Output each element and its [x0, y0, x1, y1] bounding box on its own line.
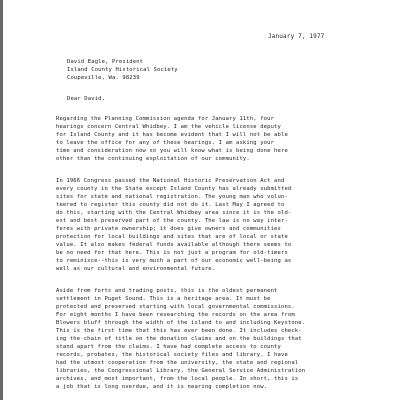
paragraph-3-line: records, probates, the historical society files and library. I have	[56, 352, 288, 358]
paragraph-2-line: to reminisce--this is very much a part of our economic well-being as	[56, 258, 292, 264]
paragraph-2-line: teered to register this county did not do it. Last May I agreed to	[56, 202, 285, 208]
paragraph-3-line: stand apart from the claims. I have had complete access to county	[56, 344, 281, 350]
paragraph-3-line: protected and preserved starting with local governmental commissions.	[56, 304, 295, 310]
paragraph-2-line: do this, starting with the Central Whidbey area since it is the old-	[56, 210, 292, 216]
paragraph-3-line: Blowers bluff through the width of the island to and including Keystone.	[56, 320, 306, 326]
paragraph-1-line: hearings concern Central Whidbey. I am the vehicle license deputy	[56, 124, 281, 130]
page-edge-shadow	[0, 0, 3, 400]
paragraph-2-line: protection for local buildings and sites that are of local or state	[56, 234, 288, 240]
paragraph-3-line: settlement in Puget Sound. This is a heritage area. It must be	[56, 296, 271, 302]
letter-date: January 7, 1977	[268, 33, 325, 40]
paragraph-2-line: every county in the State except Island County has already submitted	[56, 186, 292, 192]
paragraph-2-line: value. It also makes federal funds available although there seems to	[56, 242, 292, 248]
paragraph-3-line: had the utmost cooperation from the university, the state and regional	[56, 360, 299, 366]
paragraph-2-line: sites for state and national registration. The young man who volun-	[56, 194, 288, 200]
paragraph-2-line: be no need for that here. This is not just a program for old-timers	[56, 250, 288, 256]
paragraph-2-line: feres with private ownership; it does give owners and communities	[56, 226, 281, 232]
paragraph-1-line: for Island County and it has become evident that I will not be able	[56, 132, 288, 138]
paragraph-3-line: This is the first time that this has ever been done. It includes check-	[56, 328, 302, 334]
paragraph-2-line: well as our cultural and environmental future.	[56, 266, 216, 272]
paragraph-1-line: other than the continuing exploitation of our community.	[56, 156, 250, 162]
recipient-organization: Island County Historical Society	[67, 67, 178, 73]
paragraph-1-line: time and consideration now so you will know what is being done here	[56, 148, 288, 154]
paragraph-3-line: archives, and most important, from the local people. In short, this is	[56, 376, 299, 382]
paragraph-3-line: Aside from forts and trading posts, this is the oldest permanent	[56, 288, 278, 294]
salutation: Dear David,	[67, 96, 106, 102]
paragraph-1-line: Regarding the Planning Commission agenda for January 11th, four	[56, 116, 275, 122]
paragraph-2-line: In 1966 Congress passed the National Historic Preservation Act and	[56, 178, 285, 184]
paragraph-1-line: to leave the office for any of these hearings. I am asking your	[56, 140, 275, 146]
paragraph-3-line: ing the chain of title on the donation claims and on the buildings that	[56, 336, 302, 342]
paragraph-3-line: libraries, the Congressional Library, the General Service Administration	[56, 368, 306, 374]
paragraph-3-line: a job that is long overdue, and it is nearing completion now.	[56, 384, 268, 390]
recipient-name: David Eagle, President	[67, 59, 144, 65]
recipient-city: Coupeville, Wa. 98239	[67, 75, 140, 81]
paragraph-3-line: For eight months I have been researching the records on the area from	[56, 312, 295, 318]
paragraph-2-line: est and best preserved part of the county. The law is no way inter-	[56, 218, 288, 224]
